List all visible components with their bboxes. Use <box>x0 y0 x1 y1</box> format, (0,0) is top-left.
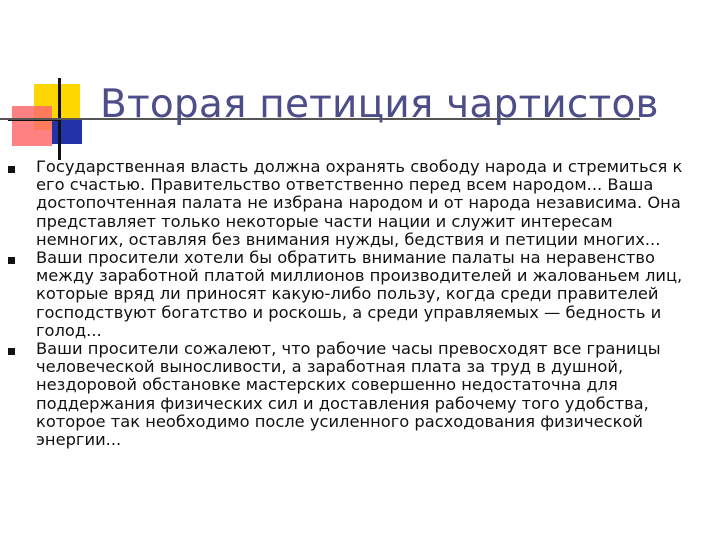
bullet-item <box>0 249 720 340</box>
blue-square-decoration <box>52 118 82 144</box>
bullet-square-icon <box>8 348 15 355</box>
bullet-list <box>0 158 720 449</box>
bullet-item <box>0 340 720 449</box>
bullet-text: Государственная власть должна охранять свободу народа и стремиться к его счастью. Правительство ответственно перед всем народом... Ваша достопочтенная палата не избрана народом и от народа независима. Она представляет только некоторые части нации и служит интересам немногих, оставляя без внимания нужды, бедствия и петиции многих... <box>36 157 683 249</box>
decorative-corner-graphic <box>0 0 110 170</box>
red-square-decoration <box>12 106 52 146</box>
slide-title: Вторая петиция чартистов <box>100 82 659 127</box>
bullet-square-icon <box>8 166 15 173</box>
bullet-text: Ваши просители хотели бы обратить внимание палаты на неравенство между заработной платой миллионов производителей и жалованьем лиц, которые вряд ли приносят какую-либо пользу, когда среди правителей господствуют богатство и роскошь, а среди управляемых — бедность и голод... <box>36 248 683 340</box>
bullet-item <box>0 158 720 249</box>
bullet-text: Ваши просители сожалеют, что рабочие часы превосходят все границы человеческой выносливости, а заработная плата за труд в душной, нездоровой обстановке мастерских совершенно недостаточна для поддержания физических сил и доставления рабочему того удобства, которое так необходимо после усиленного расходования физической энергии... <box>36 339 661 450</box>
bullet-square-icon <box>8 257 15 264</box>
